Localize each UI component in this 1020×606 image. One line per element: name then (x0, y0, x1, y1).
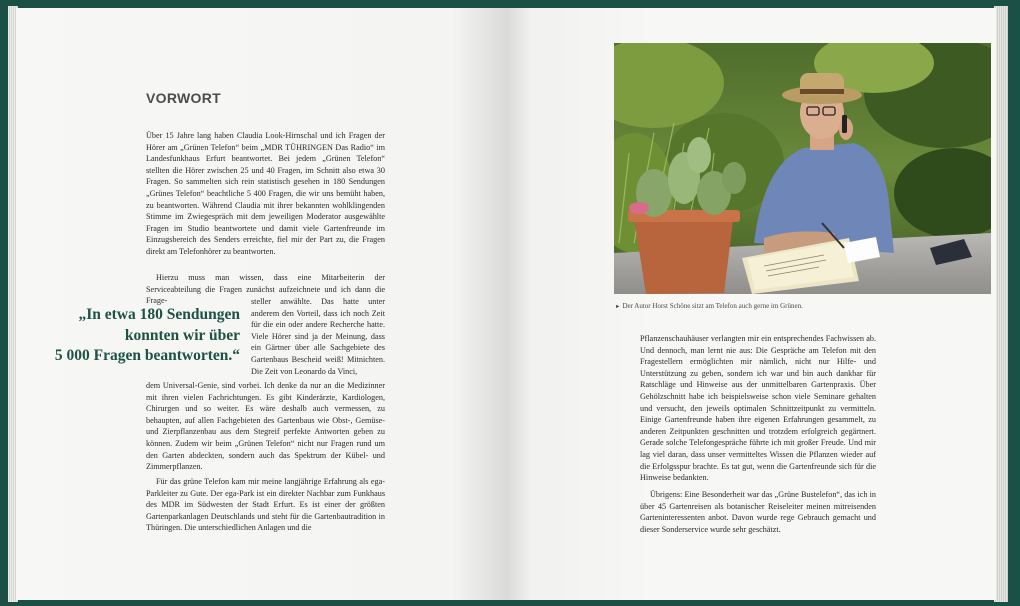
page-edges-right (994, 6, 1008, 602)
body-paragraph-1: Über 15 Jahre lang haben Claudia Look-Hirnschal und ich Fragen der Hörer am „Grünen Telefon“ beim „MDR TÜHRINGEN Das Radio“ im Landesfunkhaus Erfurt beantwortet. Bei jedem „Grünen Telefon“ stellten die Hörer zwischen 25 und 40 Fragen, im Schnitt also etwa 30 Fragen. So sammelten sich rein statistisch gesehen in 180 Sendungen „Grünes Telefon“ beachtliche 5 400 Fragen, die wir uns bemüht haben, zu beantworten. Während Claudia mit ihrer bekannten wohlklingenden Stimme im Zwiegespräch mit dem jeweiligen Moderator ausgewählte Fragen im Studio beantwortete und damit viele Gartenfreunde im Einzugsbereich des Senders erreichte, fiel mir der Part zu, die Fragen direkt am Telefonhörer zu beantworten. (146, 131, 385, 256)
body-paragraph-5: Übrigens: Eine Besonderheit war das „Grüne Bustelefon“, das ich in über 45 Gartenreisen als botanischer Reiseleiter meinen mitreisenden Garteninteressenten anbot. Davon wurde rege Gebrauch gemacht und dieser Sonderservice wurde sehr geschätzt. (640, 490, 876, 534)
body-paragraph-3: Für das grüne Telefon kam mir meine langjährige Erfahrung als ega-Parkleiter zu Gute. Der ega-Park ist ein direkter Nachbar zum Funkhaus des MDR im Südwesten der Stadt Erfurt. Es ist einer der größten Gartenparkanlagen Deutschlands und steht für die Gartenbautradition in Thüringen. Die unterschiedlichen Anlagen und die (146, 477, 385, 533)
pull-quote-line-3: 5 000 Fragen beantworten.“ (54, 347, 240, 364)
caption-text: Der Autor Horst Schöne sitzt am Telefon auch gerne im Grünen. (622, 302, 803, 310)
pull-quote (38, 305, 240, 367)
body-paragraph-4: Pflanzenschauhäuser verlangten mir ein entsprechendes Fachwissen ab. Und dennoch, man lernt nie aus: Die Gespräche am Telefon mit den Fragestellern ermöglichten mir nämlich, nicht nur Hilfe- und Unterstützung zu geben, sondern ich war und bin auch dankbar für Ratschläge und Hinweise aus der unmittelbaren Gartenpraxis. Über Gehölzschnitt habe ich beispielsweise schon viele Seminare gehalten und versucht, den jeweils optimalen Schnittzeitpunkt zu vermitteln. Einige Gartenfreunde haben ihre eigenen Erfahrungen gesammelt, zu anderen Zeitpunkten geschnitten und trotzdem erfolgreich gegärtnert. Gerade solche Telefongespräche führte ich mit großer Freude. Und mir lag viel daran, dass unser vermitteltes Wissen die Pflanzen wieder auf die Erfolgsspur brachte. Es tat gut, wenn die Gartenfreunde sich für die Hinweise bedankten. (640, 334, 876, 483)
section-heading: VORWORT (146, 90, 221, 106)
pull-quote-line-2: konnten wir über (124, 326, 240, 344)
body-paragraph-2-start: Hierzu muss man wissen, dass eine Mitarbeiterin der Serviceabteilung die Fragen zunächst aufzeichnete und ich dann die Frage- (146, 273, 385, 306)
caption-arrow-icon: ► (615, 304, 621, 310)
body-paragraph-2-beside-quote: steller anwählte. Das hatte unter anderem den Vorteil, dass ich noch Zeit für die ein oder andere Recherche hatte. Viele Hörer sind ja der Meinung, dass ein Gärtner über alle Sachgebiete des Gartenbaus Bescheid weiß! Mitnichten. Die Zeit von Leonardo da Vinci, (251, 297, 385, 376)
body-paragraph-2-end: dem Universal-Genie, sind vorbei. Ich denke da nur an die Medizinner mit ihren vielen Fachrichtungen. Es gibt Kinderärzte, Kardiologen, Chirurgen und so weiter. Es wäre deshalb auch vermessen, zu behaupten, auf allen Fachgebieten des Gartenbaus wie Obst-, Gemüse- und Zierpflanzenbau aus dem Stegreif perfekte Antworten geben zu können. Zudem wir beim „Grünen Telefon“ nicht nur Fragen rund um den Garten abdeckten, sondern auch das Spektrum der Kübel- und Zimmerpflanzen. (146, 381, 385, 472)
photo-caption (615, 302, 803, 310)
pull-quote-line-1: „In etwa 180 Sendungen (78, 306, 240, 323)
author-photo (614, 43, 991, 294)
